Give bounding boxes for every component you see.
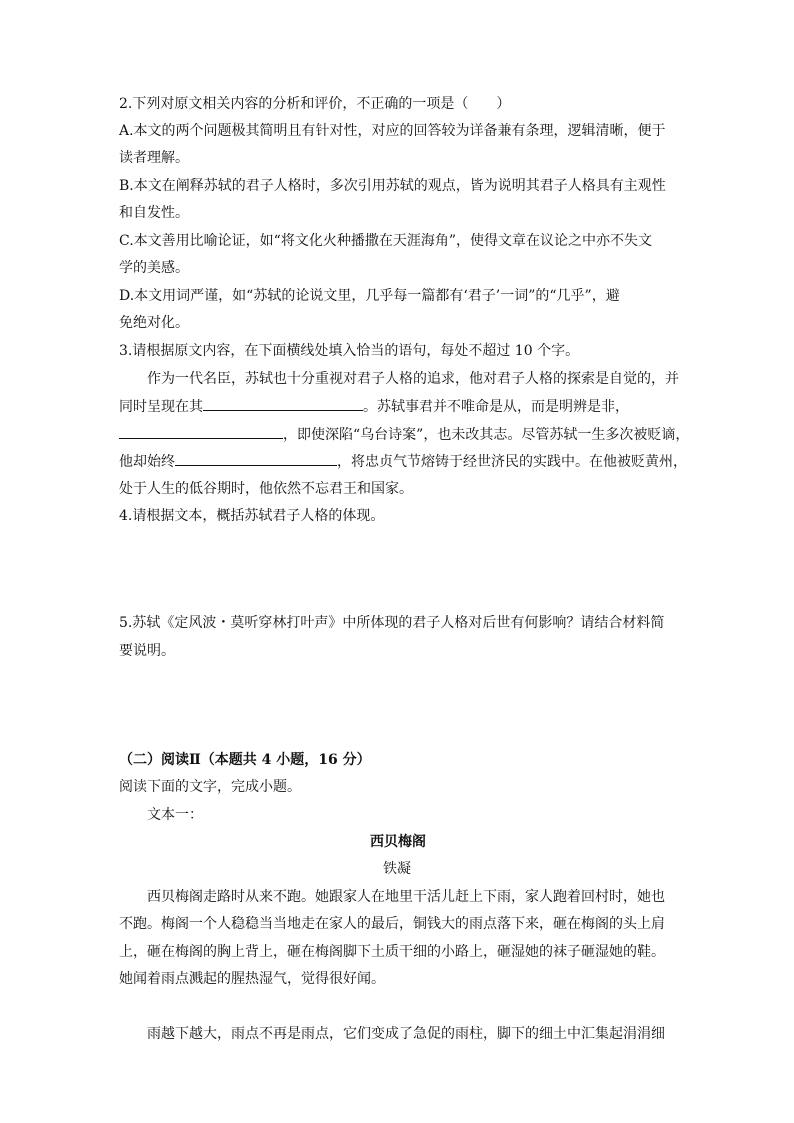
option-c-line-2: 学的美感。 [119,260,189,276]
section-2-instruction: 阅读下面的文字，完成小题。 [119,779,301,795]
fill-blank-3[interactable] [175,451,337,466]
text-segment: ，即使深陷“乌台诗案”，也未改其志。尽管苏轼一生多次被贬谪， [283,427,690,443]
article-para-1-line-4: 她闻着雨点溅起的腥热湿气，觉得很好闻。 [119,971,385,987]
text-segment: 同时呈现在其 [119,399,203,415]
option-a-line-1: A.本文的两个问题极其简明且有针对性，对应的回答较为详备兼有条理，逻辑清晰，便于 [119,123,666,139]
article-para-2-line-1: 雨越下越大，雨点不再是雨点，它们变成了急促的雨柱，脚下的细土中汇集起涓涓细 [147,1026,665,1042]
article-author: 铁凝 [383,861,411,877]
text-one-label: 文本一： [147,807,203,823]
option-d-line-2: 免绝对化。 [119,315,189,331]
text-segment: ，将忠贞气节熔铸于经世济民的实践中。在他被贬黄州， [337,454,687,470]
option-c-line-1: C.本文善用比喻论证，如“将文化火种播撒在天涯海角”，使得文章在议论之中亦不失文 [119,233,652,249]
text-segment: 他却始终 [119,454,175,470]
article-title: 西贝梅阁 [370,834,426,850]
question-3-para-line-5: 处于人生的低谷期时，他依然不忘君王和国家。 [119,481,413,497]
fill-blank-2[interactable] [119,424,283,439]
option-b-line-2: 和自发性。 [119,205,189,221]
article-para-1-line-2: 不跑。梅阁一个人稳稳当当地走在家人的最后，铜钱大的雨点落下来，砸在梅阁的头上肩 [119,916,665,932]
fill-blank-1[interactable] [203,396,363,411]
question-3-para-line-2 [119,396,629,417]
question-5-line-1: 5.苏轼《定风波・莫听穿林打叶声》中所体现的君子人格对后世有何影响？请结合材料简 [119,615,665,631]
section-2-header: （二）阅读Ⅱ（本题共 4 小题，16 分） [119,752,371,768]
option-b-line-1: B.本文在阐释苏轼的君子人格时，多次引用苏轼的观点，皆为说明其君子人格具有主观性 [119,178,666,194]
question-3-stem: 3.请根据原文内容，在下面横线处填入恰当的语句，每处不超过 10 个字。 [119,343,580,359]
question-5-line-2: 要说明。 [119,643,175,659]
question-3-para-line-1: 作为一代名臣，苏轼也十分重视对君子人格的追求，他对君子人格的探索是自觉的，并 [147,371,679,387]
question-2-stem: 2.下列对原文相关内容的分析和评价，不正确的一项是（ ） [119,96,511,112]
question-3-para-line-4 [119,451,687,472]
option-a-line-2: 读者理解。 [119,150,189,166]
option-d-line-1: D.本文用词严谨，如“苏轼的论说文里，几乎每一篇都有‘君子’一词”的“几乎”，避 [119,288,620,304]
question-3-para-line-3 [119,424,689,445]
text-segment: 。苏轼事君并不唯命是从，而是明辨是非， [363,399,629,415]
article-para-1-line-1: 西贝梅阁走路时从来不跑。她跟家人在地里干活儿赶上下雨，家人跑着回村时，她也 [147,889,665,905]
question-4-stem: 4.请根据文本，概括苏轼君子人格的体现。 [119,508,385,524]
article-para-1-line-3: 上，砸在梅阁的胸上背上，砸在梅阁脚下土质干细的小路上，砸湿她的袜子砸湿她的鞋。 [119,944,665,960]
